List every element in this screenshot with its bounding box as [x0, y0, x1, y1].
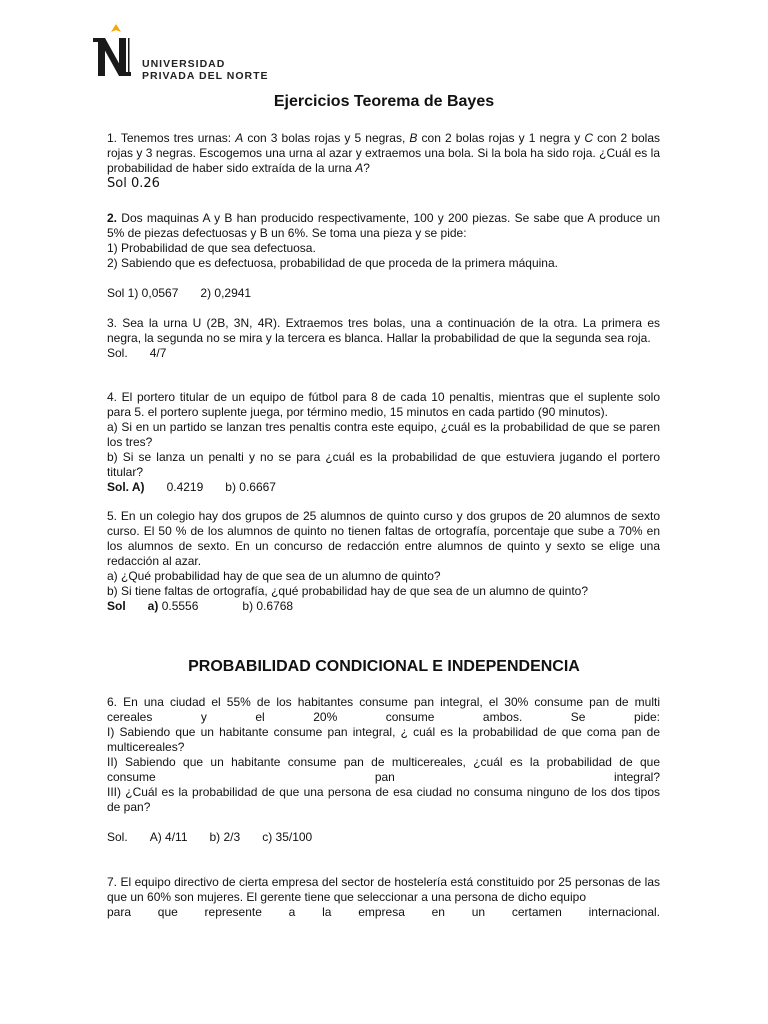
- exercise-6-question-ii-cont: consume pan integral?: [107, 770, 660, 784]
- university-logo: [88, 18, 278, 84]
- exercise-3-text: 3. Sea la urna U (2B, 3N, 4R). Extraemos tres bolas, una a continuación de la otra. La primera es negra, la segunda no se mira y la tercera es blanca. Hallar la probabilidad de que la segunda sea roja.: [107, 316, 660, 345]
- exercise-4: [107, 390, 660, 495]
- exercise-5-question-a: a) ¿Qué probabilidad hay de que sea de un alumno de quinto?: [107, 569, 441, 583]
- exercise-5-solution: Sol a) 0.5556 b) 0.6768: [107, 599, 294, 613]
- exercise-1-text: 1. Tenemos tres urnas: A con 3 bolas rojas y 5 negras, B con 2 bolas rojas y 1 negra y C con 2 bolas rojas y 3 negras. Escogemos una urna al azar y extraemos una bola. Si la bola ha sido roja. ¿Cuál es la probabilidad de haber sido extraída de la urna A?: [107, 131, 661, 175]
- exercise-2-question-1: 1) Probabilidad de que sea defectuosa.: [107, 241, 316, 255]
- page-title: Ejercicios Teorema de Bayes: [273, 93, 495, 110]
- exercise-3-solution: Sol. 4/7: [107, 346, 167, 360]
- exercise-4-question-b: b) Si se lanza un penalti y no se para ¿cuál es la probabilidad de que estuviera jugando el portero titular?: [107, 450, 660, 479]
- exercise-7-text: 7. El equipo directivo de cierta empresa del sector de hostelería está constituido por 25 personas de las que un 60% son mujeres. El gerente tiene que seleccionar a una persona de dicho equipo: [107, 875, 660, 904]
- exercise-5-question-b: b) Si tiene faltas de ortografía, ¿qué probabilidad hay de que sea de un alumno de quinto?: [107, 584, 589, 598]
- exercise-2: [107, 211, 660, 301]
- exercise-4-text: 4. El portero titular de un equipo de fútbol para 8 de cada 10 penaltis, mientras que el suplente solo para 5. el portero suplente juega, por término medio, 15 minutos en cada partido (90 minutos).: [107, 390, 660, 419]
- exercise-3: [107, 316, 660, 361]
- exercise-4-solution: Sol. A) 0.4219 b) 0.6667: [107, 480, 276, 494]
- exercise-6: [107, 695, 660, 845]
- section-title: PROBABILIDAD CONDICIONAL E INDEPENDENCIA: [188, 658, 580, 675]
- exercise-6-question-iii: III) ¿Cuál es la probabilidad de que una persona de esa ciudad no consuma ninguno de los dos tipos de pan?: [107, 785, 660, 814]
- university-line2: PRIVADA DEL NORTE: [142, 70, 269, 82]
- upn-logo-icon: [88, 18, 142, 84]
- exercise-5: [107, 509, 660, 614]
- exercise-6-question-i: I) Sabiendo que un habitante consume pan integral, ¿ cuál es la probabilidad de que coma pan de multicereales?: [107, 725, 660, 754]
- exercise-5-text: 5. En un colegio hay dos grupos de 25 alumnos de quinto curso y dos grupos de 20 alumnos de sexto curso. El 50 % de los alumnos de quinto no tienen faltas de ortografía, porcentaje que sube a 70% en los alumnos de sexto. En un concurso de redacción entre alumnos de quinto y sexto se elige una redacción al azar.: [107, 509, 660, 568]
- exercise-6-line-2: cereales y el 20% consume ambos. Se pide:: [107, 710, 660, 724]
- university-name: [142, 58, 268, 82]
- exercise-6-solution: Sol. A) 4/11 b) 2/3 c) 35/100: [107, 830, 313, 844]
- university-line1: UNIVERSIDAD: [142, 58, 226, 70]
- exercise-6-line-1: 6. En una ciudad el 55% de los habitantes consume pan integral, el 30% consume pan de multi: [107, 695, 660, 709]
- exercise-6-question-ii: II) Sabiendo que un habitante consume pan de multicereales, ¿cuál es la probabilidad de que: [107, 755, 660, 769]
- exercise-1: [107, 131, 660, 191]
- exercise-2-text: 2. Dos maquinas A y B han producido respectivamente, 100 y 200 piezas. Se sabe que A produce un 5% de piezas defectuosas y B un 6%. Se toma una pieza y se pide:: [107, 211, 660, 240]
- exercise-4-question-a: a) Si en un partido se lanzan tres penaltis contra este equipo, ¿cuál es la probabilidad de que se paren los tres?: [107, 420, 660, 449]
- exercise-7-last-line: para que represente a la empresa en un certamen internacional.: [107, 905, 660, 919]
- exercise-7: [107, 875, 660, 920]
- exercise-2-solution: Sol 1) 0,0567 2) 0,2941: [107, 286, 252, 300]
- exercise-2-question-2: 2) Sabiendo que es defectuosa, probabilidad de que proceda de la primera máquina.: [107, 256, 558, 270]
- exercise-1-solution: Sol 0.26: [107, 176, 160, 191]
